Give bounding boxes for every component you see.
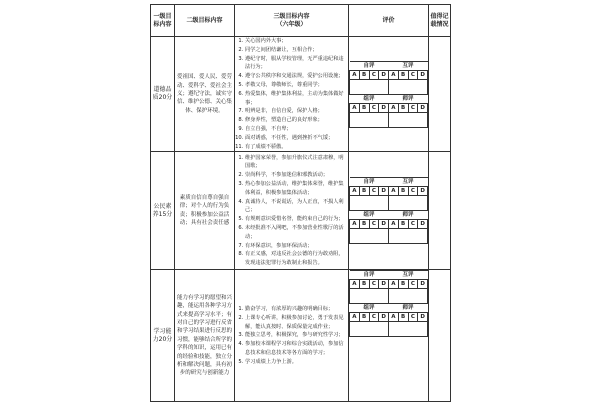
peer-eval-label: 互评 <box>389 271 428 280</box>
grade-b-option[interactable]: B <box>359 70 369 79</box>
grade-c-option[interactable]: C <box>408 70 418 79</box>
criterion-item: 2. 同学之间团结谦让，互相合作； <box>245 46 348 55</box>
header-evaluation: 评价 <box>349 5 429 37</box>
criterion-item: 8. 修身养性，塑造自己的良好形象； <box>245 116 348 125</box>
grade-a-option[interactable]: A <box>350 187 360 196</box>
grade-b-option[interactable]: B <box>398 70 408 79</box>
criterion-item: 11. 有了成绩不骄傲。 <box>245 143 348 152</box>
criterion-item: 4. 参加校本课程学习和综合实践活动，参加信息技术和信息技术等各方面的学习； <box>245 340 348 358</box>
grade-b-option[interactable]: B <box>398 220 408 229</box>
header-level1: 一级目标内容 <box>151 5 175 37</box>
criterion-item: 10. 面对诱惑，不任性，遇到挫折不气馁； <box>245 134 348 143</box>
level3-cell <box>235 37 349 152</box>
grade-a-option[interactable]: A <box>389 70 399 79</box>
evaluation-cell <box>349 152 429 270</box>
criterion-item: 5. 学习成绩上力争上游。 <box>245 358 348 367</box>
level2-cell: 素质自信自尊自强自律；对个人的行为负责；积极参加公益活动；具有社会责任感 <box>175 152 235 270</box>
self-eval-label: 自评 <box>350 178 389 187</box>
grade-d-option[interactable]: D <box>379 187 389 196</box>
grade-c-option[interactable]: C <box>408 187 418 196</box>
grade-c-option[interactable]: C <box>408 103 418 112</box>
grade-d-option[interactable]: D <box>379 70 389 79</box>
peer-eval-label: 互评 <box>389 178 428 187</box>
criterion-item: 6. 热爱集体，维护集体利益，主动为集体做好事； <box>245 90 348 108</box>
grade-b-option[interactable]: B <box>359 280 369 289</box>
notes-cell[interactable] <box>429 270 451 402</box>
grade-a-option[interactable]: A <box>389 280 399 289</box>
criterion-item: 1. 勤奋学习，有浓厚的兴趣的明确目标； <box>245 305 348 314</box>
grade-d-option[interactable]: D <box>418 280 428 289</box>
evaluation-cell <box>349 270 429 402</box>
criterion-item: 5. 有规则意识爱惜名誉，能约束自己的行为； <box>245 215 348 224</box>
grade-d-option[interactable]: D <box>379 103 389 112</box>
criterion-item: 6. 未经批准不入网吧，不参加营业性歌厅的活动； <box>245 224 348 242</box>
criterion-item: 1. 关心国内外大事； <box>245 37 348 46</box>
criterion-item: 7. 有环保意识，参加环保活动； <box>245 242 348 251</box>
grade-b-option[interactable]: B <box>359 103 369 112</box>
notes-cell[interactable] <box>429 152 451 270</box>
criterion-item: 7. 明辨是非，自信自爱，保护人格； <box>245 107 348 116</box>
level1-cell: 公民素养15分 <box>151 152 175 270</box>
criterion-item: 9. 自立自强，不自卑； <box>245 125 348 134</box>
grade-c-option[interactable]: C <box>369 70 379 79</box>
grade-a-option[interactable]: A <box>389 103 399 112</box>
criterion-item: 2. 崇尚科学，不参加迷信和邪教活动； <box>245 171 348 180</box>
header-level3 <box>235 5 349 37</box>
criterion-item: 8. 有正义感，对违反社会公德的行为敢劝阻，发现违法犯罪行为敢制止和报告。 <box>245 250 348 268</box>
grade-d-option[interactable]: D <box>418 313 428 322</box>
grade-a-option[interactable]: A <box>389 313 399 322</box>
criterion-item: 5. 孝敬父母，尊敬师长，尊重同学； <box>245 81 348 90</box>
grade-a-option[interactable]: A <box>389 187 399 196</box>
grade-c-option[interactable]: C <box>369 220 379 229</box>
grade-a-option[interactable]: A <box>350 103 360 112</box>
criterion-item: 1. 维护国家荣誉，参加升旗仪式注意肃穆，明国歌； <box>245 154 348 172</box>
grade-b-option[interactable]: B <box>398 280 408 289</box>
header-level3-title: 三级目标内容 <box>273 12 310 20</box>
grade-grid <box>349 61 428 128</box>
grade-grid <box>349 270 428 337</box>
section-row-morality <box>151 37 451 152</box>
header-notes: 值得记载情况 <box>429 5 451 37</box>
grade-d-option[interactable]: D <box>379 220 389 229</box>
grade-b-option[interactable]: B <box>359 187 369 196</box>
header-row <box>151 5 451 37</box>
grade-b-option[interactable]: B <box>398 187 408 196</box>
peer-eval-label: 互评 <box>389 61 428 70</box>
criterion-item: 3. 热心参加公益活动，维护集体荣誉，维护集体利益，积极参加集体活动； <box>245 180 348 198</box>
notes-cell[interactable] <box>429 37 451 152</box>
level3-cell <box>235 152 349 270</box>
grade-b-option[interactable]: B <box>359 220 369 229</box>
level3-cell <box>235 270 349 402</box>
grade-c-option[interactable]: C <box>369 280 379 289</box>
grade-c-option[interactable]: C <box>369 103 379 112</box>
grade-b-option[interactable]: B <box>398 103 408 112</box>
grade-c-option[interactable]: C <box>408 220 418 229</box>
grade-b-option[interactable]: B <box>398 313 408 322</box>
level1-cell: 学习能力20分 <box>151 270 175 402</box>
teacher-eval-label: 师评 <box>389 211 428 220</box>
grade-a-option[interactable]: A <box>350 220 360 229</box>
grade-d-option[interactable]: D <box>418 220 428 229</box>
criterion-item: 3. 能独立思考，积极探究，参与研究性学习； <box>245 331 348 340</box>
grade-b-option[interactable]: B <box>359 313 369 322</box>
grade-d-option[interactable]: D <box>379 313 389 322</box>
group-eval-label: 组评 <box>350 211 389 220</box>
header-level3-grade: （六年级） <box>276 20 307 28</box>
grade-c-option[interactable]: C <box>369 187 379 196</box>
evaluation-table <box>150 4 451 402</box>
level1-cell: 道德品质20分 <box>151 37 175 152</box>
grade-a-option[interactable]: A <box>350 280 360 289</box>
grade-a-option[interactable]: A <box>350 313 360 322</box>
section-row-learning <box>151 270 451 402</box>
teacher-eval-label: 师评 <box>389 304 428 313</box>
grade-c-option[interactable]: C <box>408 280 418 289</box>
header-level2: 二级目标内容 <box>175 5 235 37</box>
section-row-citizenship <box>151 152 451 270</box>
group-eval-label: 组评 <box>350 94 389 103</box>
grade-c-option[interactable]: C <box>408 313 418 322</box>
grade-d-option[interactable]: D <box>418 70 428 79</box>
evaluation-cell <box>349 37 429 152</box>
grade-grid <box>349 177 428 244</box>
self-eval-label: 自评 <box>350 271 389 280</box>
self-eval-label: 自评 <box>350 61 389 70</box>
criterion-item: 4. 遵守公共秩序和交通法规，爱护公用设施； <box>245 72 348 81</box>
grade-d-option[interactable]: D <box>379 280 389 289</box>
criterion-item: 2. 上课专心听讲，积极参加讨论，勇于发表见解，能认真按时、保质保量完成作业； <box>245 314 348 332</box>
level2-cell: 爱祖国、爱人民、爱劳动、爱科学、爱社会主义；遵纪守法，诚实守信、维护公德、关心集体、保护环境。 <box>175 37 235 152</box>
teacher-eval-label: 师评 <box>389 94 428 103</box>
grade-a-option[interactable]: A <box>350 70 360 79</box>
criterion-item: 4. 真诚待人，不说谎话，为人正直，不损人利己； <box>245 198 348 216</box>
grade-d-option[interactable]: D <box>418 187 428 196</box>
criterion-item: 3. 遵纪守时，服从学校管理，无严重违纪和违法行为； <box>245 55 348 73</box>
grade-d-option[interactable]: D <box>418 103 428 112</box>
evaluation-sheet <box>150 0 450 400</box>
grade-c-option[interactable]: C <box>369 313 379 322</box>
grade-a-option[interactable]: A <box>389 220 399 229</box>
group-eval-label: 组评 <box>350 304 389 313</box>
level2-cell: 能力有学习的愿望和兴趣，能运用各种学习方式来提高学习水平；有对自己的学习进行反省和学习结果进行反思的习惯，能够结合所学的学科的知识，运用已有的经验和技能，独立分析和解决问题，具有初步的研究与创新能力 <box>175 270 235 402</box>
